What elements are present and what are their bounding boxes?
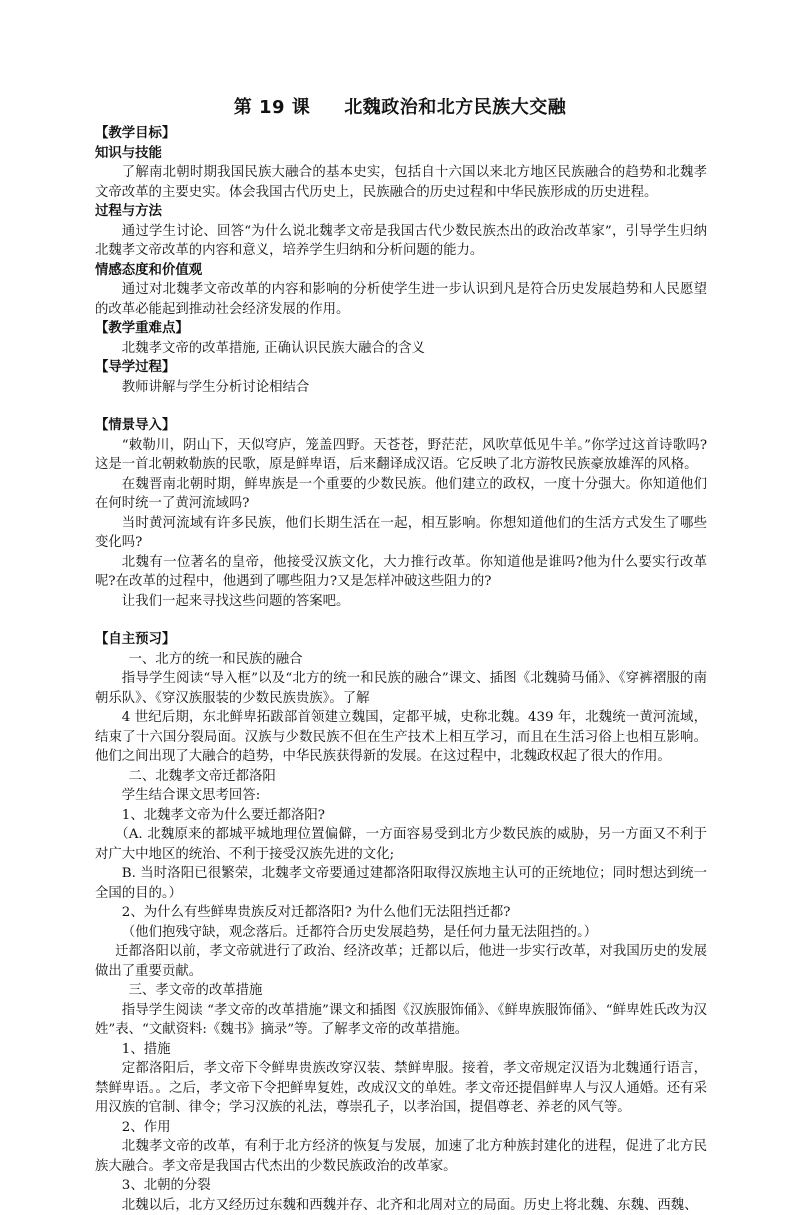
section-1-guide: 指导学生阅读“导入框”以及“北方的统一和民族的融合”课文、插图《北魏骑马俑》、《穿裤褶服的南朝乐队》、《穿汉族服装的少数民族贵族》。了解 <box>95 669 707 708</box>
attitude-paragraph: 通过对北魏孝文帝改革的内容和影响的分析使学生进一步认识到凡是符合历史发展趋势和人民愿望的改革必能起到推动社会经济发展的作用。 <box>95 280 707 319</box>
intro-paragraph-3: 当时黄河流域有许多民族，他们长期生活在一起，相互影响。你想知道他们的生活方式发生了哪些变化吗? <box>95 514 707 553</box>
section-3-sub-3-paragraph: 北魏以后，北方又经历过东魏和西魏并存、北齐和北周对立的局面。历史上将北魏、东魏、西魏、 <box>95 1196 707 1215</box>
intro-paragraph-4: 北魏有一位著名的皇帝，他接受汉族文化，大力推行改革。你知道他是谁吗?他为什么要实行改革呢?在改革的过程中，他遇到了哪些阻力?又是怎样冲破这些阻力的? <box>95 553 707 592</box>
section-3-title: 三、孝文帝的改革措施 <box>95 981 707 1001</box>
intro-paragraph-1: “敕勒川，阴山下，天似穹庐，笼盖四野。天苍苍，野茫茫，风吹草低见牛羊。”你学过这首诗歌吗?这是一首北朝敕勒族的民歌，原是鲜卑语，后来翻译成汉语。它反映了北方游牧民族豪放雄浑的风格。 <box>95 436 707 475</box>
process-paragraph: 通过学生讨论、回答“为什么说北魏孝文帝是我国古代少数民族杰出的政治改革家”，引导学生归纳北魏孝文帝改革的内容和意义，培养学生归纳和分析问题的能力。 <box>95 222 707 261</box>
goals-heading: 【教学目标】 <box>95 124 707 144</box>
section-3-sub-1-paragraph: 定都洛阳后，孝文帝下令鲜卑贵族改穿汉装、禁鲜卑服。接着，孝文帝规定汉语为北魏通行语言，禁鲜卑语。。之后，孝文帝下令把鲜卑复姓，改成汉文的单姓。孝文帝还提倡鲜卑人与汉人通婚。还有采用汉族的官制、律令；学习汉族的礼法，尊崇孔子，以孝治国，提倡尊老、养老的风气等。 <box>95 1059 707 1118</box>
lesson-name: 北魏政治和北方民族大交融 <box>344 97 566 118</box>
attitude-heading: 情感态度和价值观 <box>95 261 707 281</box>
section-2-question-2: 2、为什么有些鲜卑贵族反对迁都洛阳? 为什么他们无法阻挡迁都? <box>95 903 707 923</box>
section-3-guide: 指导学生阅读 “孝文帝的改革措施”课文和插图《汉族服饰俑》、《鲜卑族服饰俑》、“鲜卑姓氏改为汉姓”表、“文献资料:《魏书》摘录”等。了解孝文帝的改革措施。 <box>95 1001 707 1040</box>
knowledge-paragraph: 了解南北朝时期我国民族大融合的基本史实，包括自十六国以来北方地区民族融合的趋势和北魏孝文帝改革的主要史实。体会我国古代历史上，民族融合的历史过程和中华民族形成的历史进程。 <box>95 163 707 202</box>
guide-heading: 【导学过程】 <box>95 358 707 378</box>
lesson-number: 第 19 课 <box>234 97 311 118</box>
section-3-sub-3: 3、北朝的分裂 <box>95 1176 707 1196</box>
key-points-paragraph: 北魏孝文帝的改革措施, 正确认识民族大融合的含义 <box>95 339 707 359</box>
section-2-lead: 学生结合课文思考回答: <box>95 786 707 806</box>
section-2-question-1: 1、北魏孝文帝为什么要迁都洛阳? <box>95 806 707 826</box>
section-3-sub-2-paragraph: 北魏孝文帝的改革，有利于北方经济的恢复与发展，加速了北方种族封建化的进程，促进了北方民族大融合。孝文帝是我国古代杰出的少数民族政治的改革家。 <box>95 1137 707 1176</box>
intro-heading: 【情景导入】 <box>95 416 707 436</box>
section-2-answer-2: （他们抱残守缺，观念落后。迁都符合历史发展趋势，是任何力量无法阻挡的。） <box>95 923 707 943</box>
intro-paragraph-2: 在魏晋南北朝时期，鲜卑族是一个重要的少数民族。他们建立的政权，一度十分强大。你知道他们在何时统一了黄河流域吗? <box>95 475 707 514</box>
guide-paragraph: 教师讲解与学生分析讨论相结合 <box>95 378 707 398</box>
section-2-answer-1a: （A. 北魏原来的都城平城地理位置偏僻，一方面容易受到北方少数民族的威胁，另一方面又不利于对广大中地区的统治、不利于接受汉族先进的文化; <box>95 825 707 864</box>
key-points-heading: 【教学重难点】 <box>95 319 707 339</box>
intro-paragraph-5: 让我们一起来寻找这些问题的答案吧。 <box>95 592 707 612</box>
section-3-sub-1: 1、措施 <box>95 1040 707 1060</box>
section-1-title: 一、北方的统一和民族的融合 <box>95 650 707 670</box>
process-heading: 过程与方法 <box>95 202 707 222</box>
section-2-title: 二、北魏孝文帝迁都洛阳 <box>95 767 707 787</box>
document-body <box>95 124 707 1215</box>
section-2-answer-1b: B. 当时洛阳已很繁荣，北魏孝文帝要通过建都洛阳取得汉族地主认可的正统地位；同时想达到统一全国的目的。） <box>95 864 707 903</box>
lesson-title <box>0 96 800 120</box>
knowledge-heading: 知识与技能 <box>95 144 707 164</box>
section-3-sub-2: 2、作用 <box>95 1118 707 1138</box>
section-2-paragraph: 迁都洛阳以前，孝文帝就进行了政治、经济改革；迁都以后，他进一步实行改革，对我国历史的发展做出了重要贡献。 <box>95 942 707 981</box>
preview-heading: 【自主预习】 <box>95 630 707 650</box>
section-1-paragraph: 4 世纪后期，东北鲜卑拓跋部首领建立魏国，定都平城，史称北魏。439 年，北魏统一黄河流域，结束了十六国分裂局面。汉族与少数民族不但在生产技术上相互学习，而且在生活习俗上也相互影响。他们之间出现了大融合的趋势，中华民族获得新的发展。在这过程中，北魏政权起了很大的作用。 <box>95 708 707 767</box>
